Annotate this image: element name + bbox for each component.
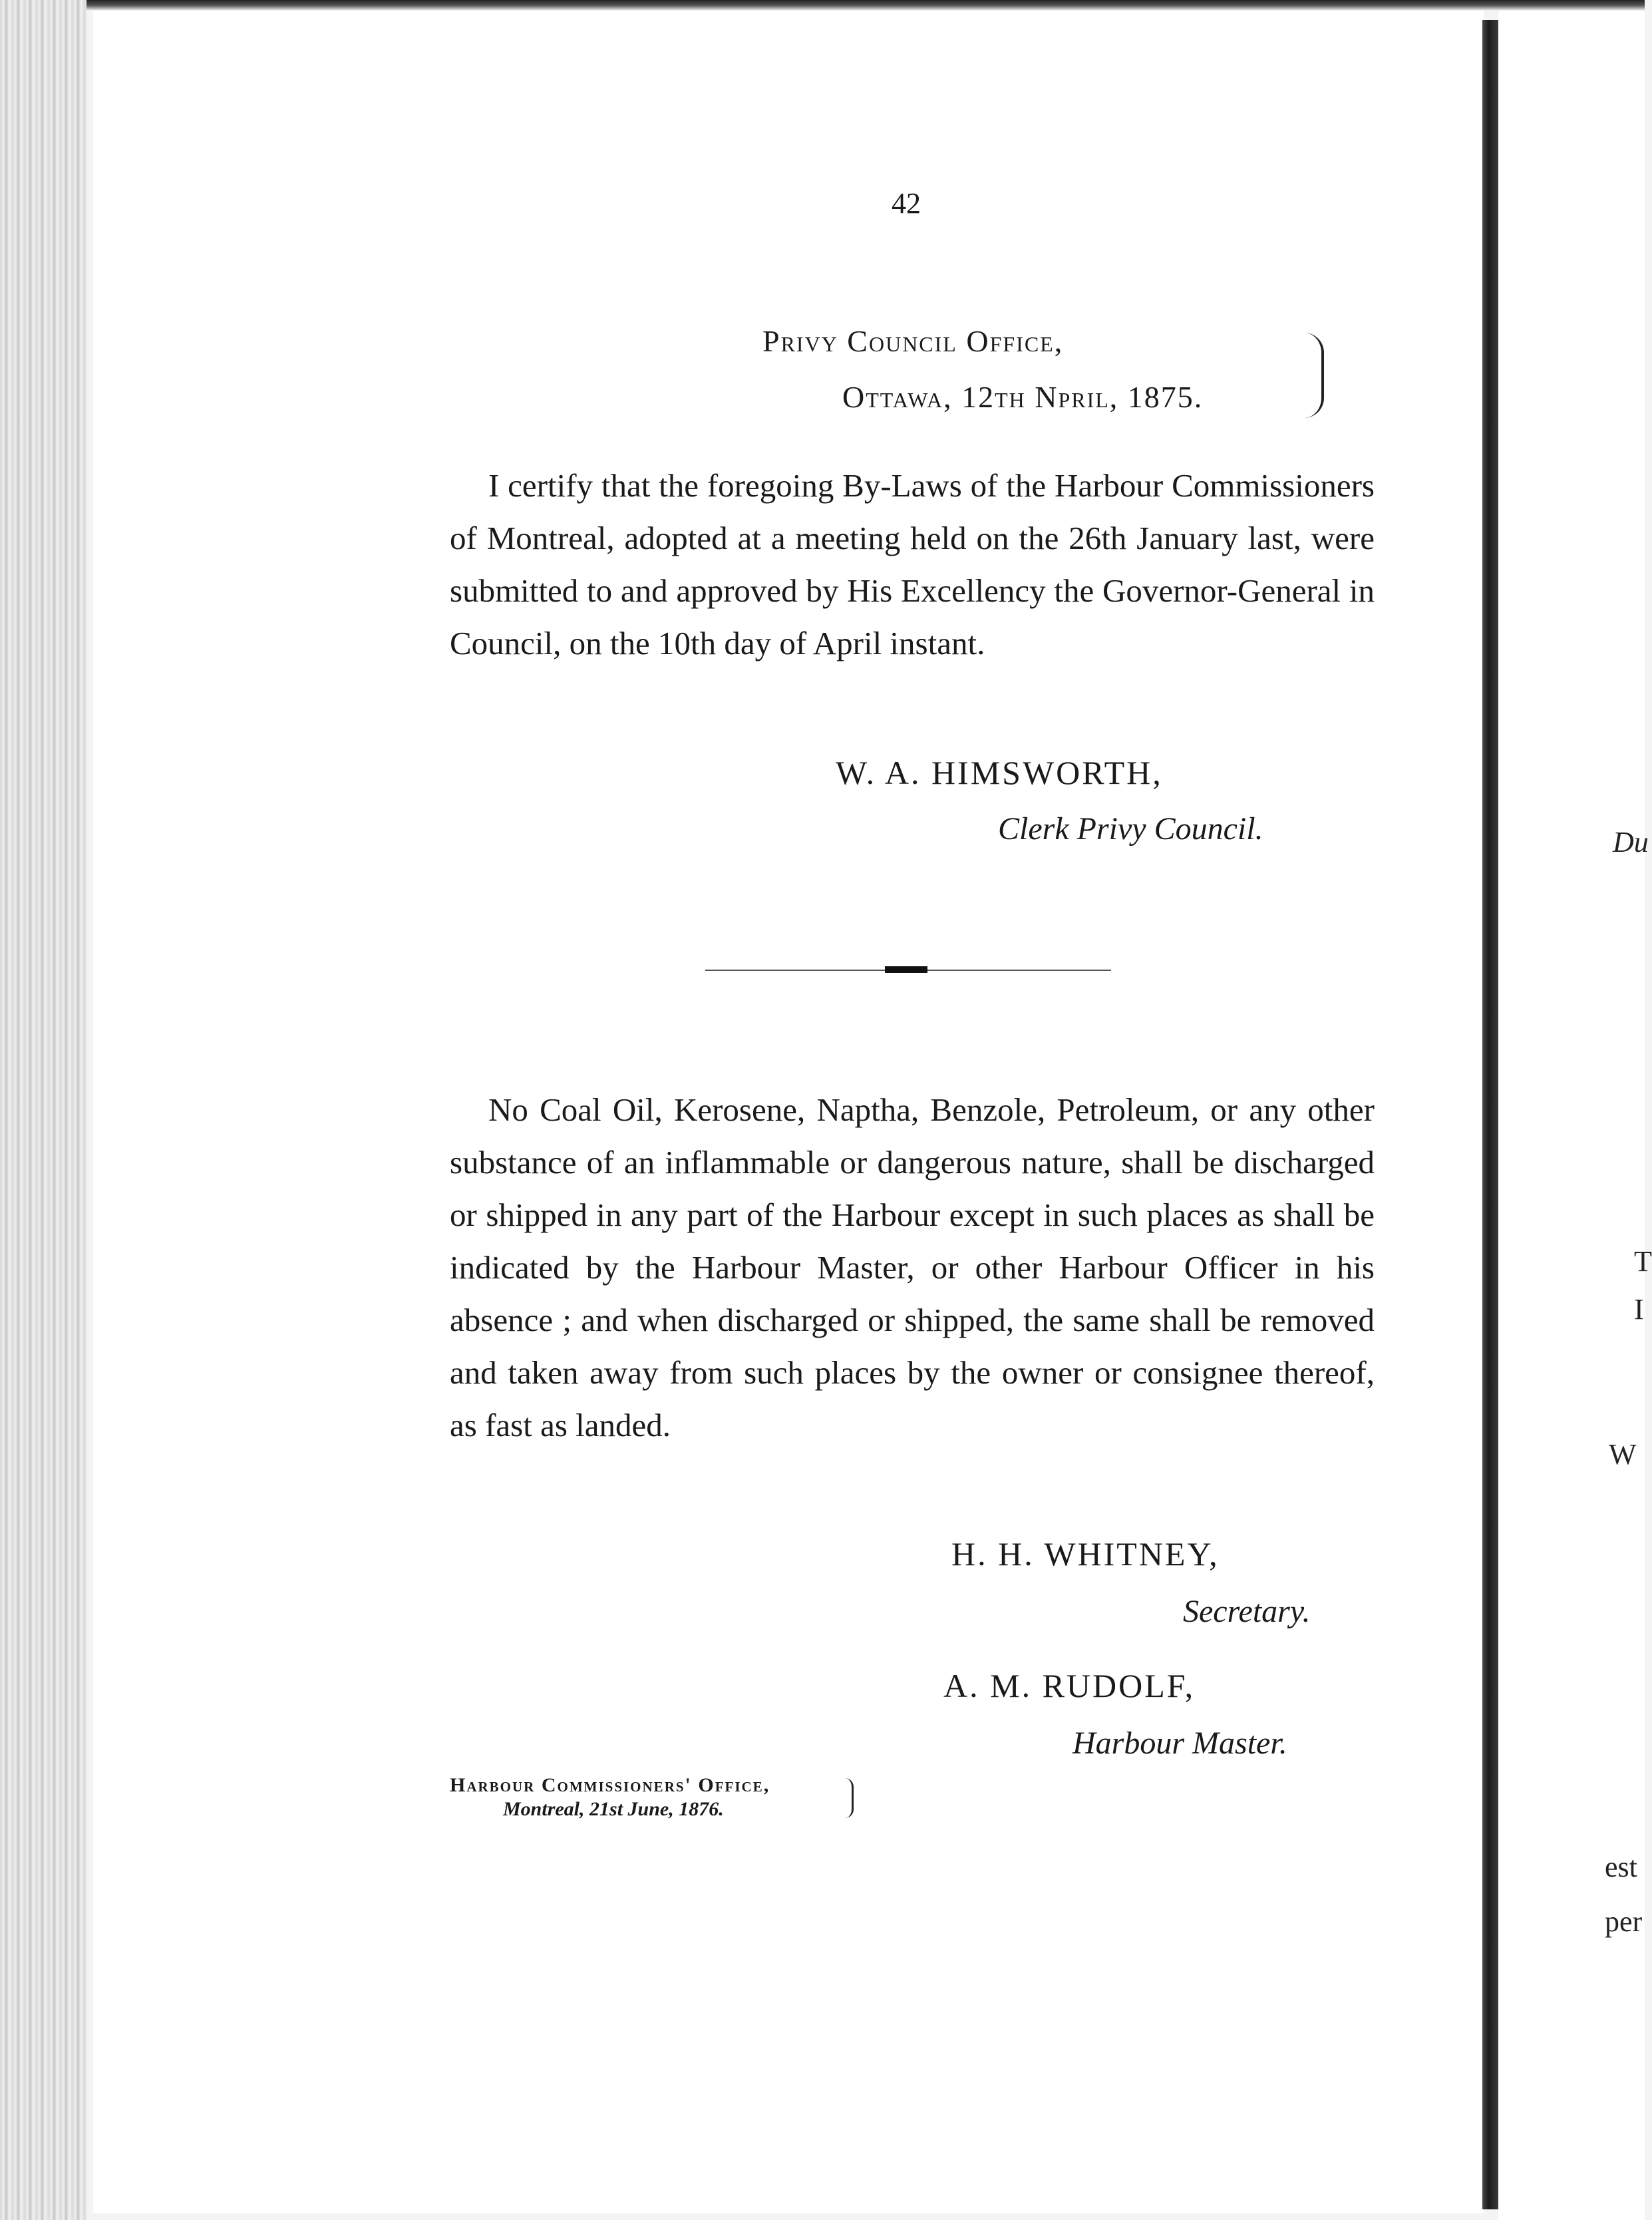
book-top-edge (0, 0, 1645, 11)
next-page-fragment: per (1605, 1905, 1643, 1938)
page-number: 42 (892, 187, 921, 220)
notice-paragraph (450, 1083, 1375, 1451)
next-page-fragment: W (1609, 1438, 1637, 1471)
signatory-himsworth-title: Clerk Privy Council. (998, 811, 1263, 846)
harbour-office-heading: Harbour Commissioners' Office, (450, 1774, 770, 1796)
notice-paragraph-text: No Coal Oil, Kerosene, Naptha, Benzole, Petroleum, or any other substance of an inflammable or dangerous nature, shall be discharged or shipped in any part of the Harbour except in such places as shall be indicated by the Harbour Master, or other Harbour Officer in his absence ; and when discharged or shipped, the same shall be removed and taken away from such places by the owner or consignee thereof, as fast as landed. (450, 1091, 1375, 1443)
next-page-edge (1498, 11, 1645, 2220)
privy-council-office-date: Ottawa, 12th Npril, 1875. (842, 380, 1204, 414)
next-page-fragment: est (1605, 1851, 1637, 1883)
book-page-edges (0, 0, 86, 2220)
next-page-fragment: T (1634, 1245, 1652, 1278)
signatory-rudolf-title: Harbour Master. (1073, 1726, 1287, 1761)
next-page-fragment: I (1634, 1293, 1644, 1326)
section-divider-mark (885, 966, 927, 973)
certificate-paragraph-text: I certify that the foregoing By-Laws of the Harbour Commissioners of Montreal, adopted at a meeting held on the 26th January last, were submitted to and approved by His Excellency the Governor-General in Council, on the 10th day of April instant. (450, 467, 1375, 661)
signatory-whitney-title: Secretary. (1183, 1594, 1311, 1629)
signatory-rudolf-name: A. M. RUDOLF, (943, 1667, 1196, 1704)
book-gutter (1482, 20, 1498, 2209)
footer-brace (845, 1778, 854, 1818)
signatory-himsworth-name: W. A. HIMSWORTH, (836, 754, 1163, 791)
heading-brace (1304, 333, 1324, 418)
certificate-paragraph (450, 459, 1375, 669)
privy-council-office-heading: Privy Council Office, (762, 324, 1064, 358)
harbour-office-date: Montreal, 21st June, 1876. (503, 1798, 724, 1820)
next-page-fragment: Du (1613, 826, 1649, 858)
signatory-whitney-name: H. H. WHITNEY, (951, 1535, 1220, 1572)
